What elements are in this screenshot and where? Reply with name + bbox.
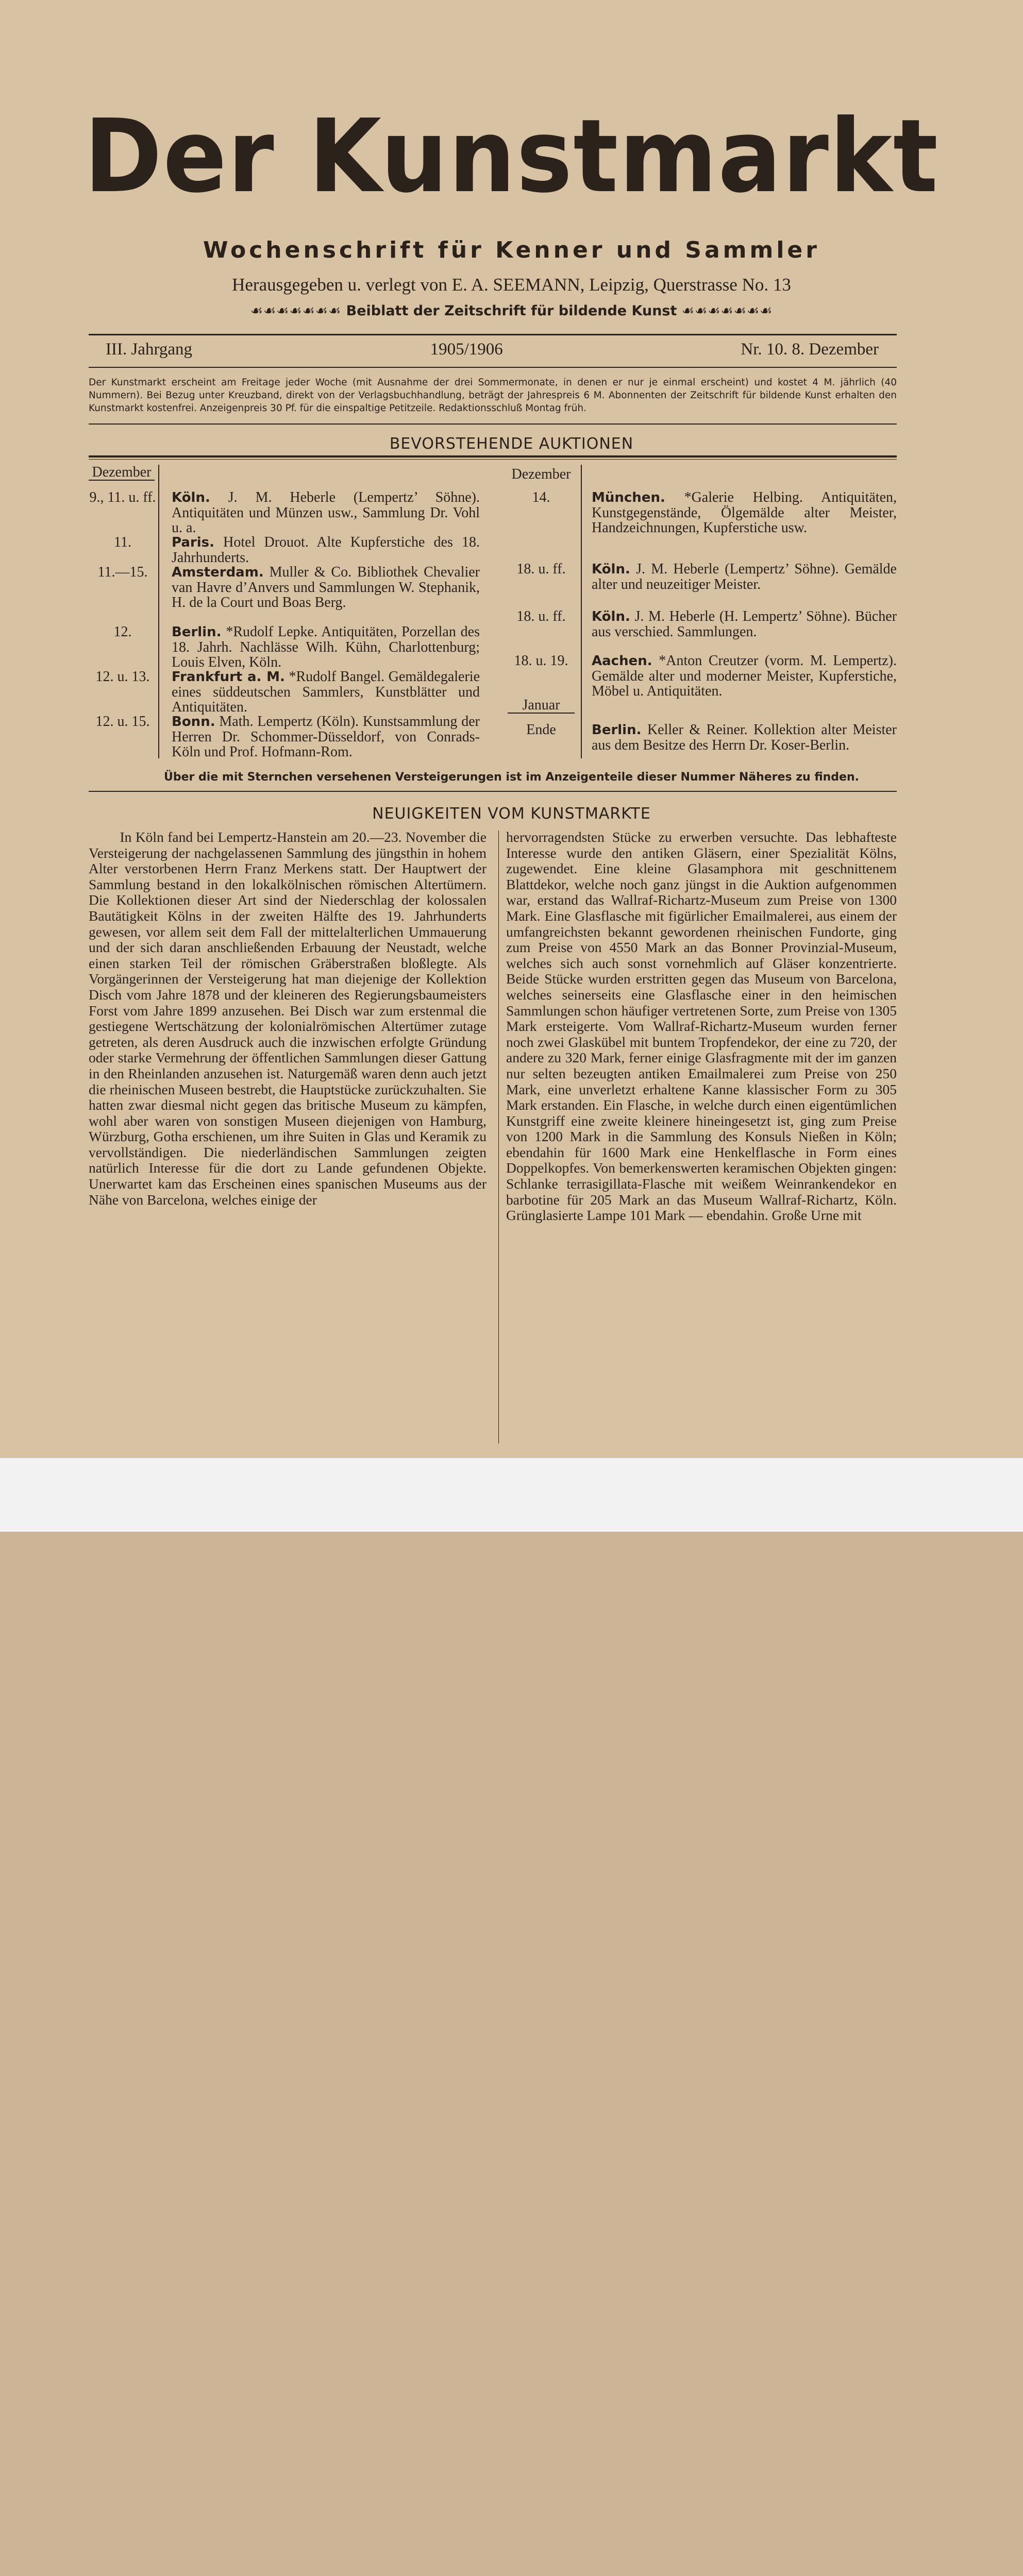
header-rule-bottom (89, 367, 897, 368)
right-divider (581, 465, 582, 758)
subscription-info: Der Kunstmarkt erscheint am Freitage jeder Woche (mit Ausnahme der drei Sommermonate, in denen er nur je einmal erscheint) und kostet 4 M. jährlich (40 Nummern). Bei Bezug unter Kreuzband, direkt von der Verlagsbuchhandlung, beträgt der Jahrespreis 6 M. Abonnenten der Zeitschrift für bildende Kunst erhalten den Kunstmarkt kostenfrei. Anzeigenpreis 30 Pf. für die einspaltige Petitzeile. Redaktionsschluß Montag früh. (89, 377, 897, 414)
auction-city: Köln. (172, 490, 210, 505)
intro-rule (89, 423, 897, 425)
auction-date: 18. u. ff. (516, 608, 566, 624)
issue-jahrgang: III. Jahrgang (106, 340, 192, 359)
auction-city: München. (592, 490, 665, 505)
masthead-subtitle: Wochenschrift für Kenner und Sammler (203, 237, 820, 263)
auction-date: 11. (114, 534, 131, 550)
issue-line (106, 340, 879, 359)
news-paragraph: hervorragendsten Stücke zu erwerben versuchte. Das lebhafteste Interesse wurde den antiken Gläsern, einer Spezialität Kölns, zugewendet. Eine kleine Glasamphora mit geschnittenem Blattdekor, welche noch ganz jüngst in die Auktion aufgenommen war, erstand das Wallraf-Richartz-Museum zum Preise von 1300 Mark. Eine Glasflasche mit figürlicher Emailmalerei, aus einem der umfangreichsten bekannt gewordenen rheinischen Fundorte, ging zum Preise von 4550 Mark an das Bonner Provinzial-Museum, welches sich auch sonst vornehmlich auf Gläser konzentrierte. Beide Stücke wurden erstritten gegen das Museum von Barcelona, welches seinerseits eine Glasflasche einer in den heimischen Sammlungen schon häufiger vertretenen Sorte, zum Preise von 1305 Mark ersteigerte. Vom Wallraf-Richartz-Museum wurden ferner noch zwei Glaskübel mit buntem Tropfendekor, der eine zu 720, der andere zu 320 Mark, ferner einige Glasfragmente mit der im ganzen nur selten bezeugten antiken Emailmalerei zum Preise von 250 Mark, eine unverletzt erhaltene Kanne klassischer Form zu 305 Mark erstanden. Ein Flasche, in welche durch einen eigentümlichen Kunstgriff eine zweite kleinere hineingesetzt ist, ging zum Preise von 1200 Mark in die Sammlung des Konsuls Nießen in Köln; ebendahin für 1600 Mark eine Henkelflasche in Form eines Doppelkopfes. Von bemerkenswerten keramischen Objekten gingen: Schlanke terrasigillata-Flasche mit weißem Weinrankendekor en barbotine für 205 Mark an das Museum Wallraf-Richartz, Köln. Grünglasierte Lampe 101 Mark — ebendahin. Große Urne mit (506, 829, 897, 1224)
auction-entry (172, 669, 480, 715)
auction-entry (172, 624, 480, 670)
auction-entry (172, 535, 480, 565)
auction-date: 18. u. 19. (514, 653, 568, 669)
beiblatt-text: Beiblatt der Zeitschrift für bildende Kunst (346, 303, 677, 319)
auction-city: Berlin. (172, 624, 222, 640)
auction-date: 14. (532, 489, 550, 505)
auction-entry (592, 722, 897, 753)
auction-date: 18. u. ff. (516, 561, 566, 577)
viewer-footer (0, 1458, 1023, 1532)
auction-city: Köln. (592, 609, 630, 624)
auction-city: Paris. (172, 535, 214, 550)
auction-entry (172, 714, 480, 759)
auction-city: Aachen. (592, 653, 652, 669)
news-paragraph: In Köln fand bei Lempertz-Hanstein am 20.—23. November die Versteigerung der nachgelassenen Sammlung des jüngsthin in hohem Alter verstorbenen Herrn Franz Merkens statt. Der Hauptwert der Sammlung bestand in den lokalkölnischen römischen Altertümern. Die Kollektionen dieser Art sind der Niederschlag der kolossalen Bautätigkeit Kölns in der zweiten Hälfte des 19. Jahrhunderts gewesen, vor allem seit dem Fall der mittelalterlichen Ummauerung und der sich daran anschließenden Erbauung der Neustadt, welche einen starken Teil der römischen Gräberstraßen bloßlegte. Als Vorgängerinnen der Versteigerung hat man diejenige der Kollektion Disch vom Jahre 1878 und der kleineren des Regierungsbaumeisters Forst vom Jahre 1899 anzusehen. Bei Disch war zum erstenmal die gestiegene Wertschätzung der kolonialrömischen Altertümer zutage getreten, als deren Ausdruck auch die inzwischen erfolgte Gründung oder starke Vermehrung der öffentlichen Sammlungen dieser Gattung in den Rheinlanden anzusehen ist. Naturgemäß waren denn auch jetzt die rheinischen Museen bestrebt, die Hauptstücke zurückzuhalten. Sie hatten zwar diesmal nicht gegen das britische Museum zu kämpfen, wohl aber waren von sonstigen Museen diejenigen von Hamburg, Würzburg, Gotha erschienen, um ihre Suiten in Glas und Keramik zu vervollständigen. Die niederländischen Sammlungen zeigten natürlich Interesse für die dort zu Lande gefundenen Objekte. Unerwartet kam das Erscheinen eines spanischen Museums aus der Nähe von Barcelona, welches einige der (89, 829, 487, 1208)
auction-date: 12. u. 13. (95, 669, 150, 685)
auction-date: 12. u. 15. (95, 714, 150, 730)
auction-entry (172, 565, 480, 610)
auction-text: Hotel Drouot. Alte Kupferstiche des 18. Jahrhunderts. (172, 534, 480, 566)
masthead-title: Der Kunstmarkt (84, 98, 939, 215)
auction-date: 9., 11. u. ff. (89, 489, 156, 505)
auctions-rule (89, 455, 897, 457)
column-divider (498, 831, 499, 1444)
news-column-right (506, 829, 897, 1224)
auction-city: Berlin. (592, 722, 642, 738)
auction-entry (592, 653, 897, 699)
auction-text: Keller & Reiner. Kollektion alter Meister aus dem Besitze des Herrn Dr. Koser-Berlin. (592, 722, 897, 753)
auctions-note: Über die mit Sternchen versehenen Versteigerungen ist im Anzeigenteile dieser Nummer Näheres zu finden. (164, 771, 859, 784)
auction-city: Bonn. (172, 714, 215, 730)
left-month: Dezember (89, 465, 155, 481)
auction-entry (172, 490, 480, 535)
news-title: NEUIGKEITEN VOM KUNSTMARKTE (372, 805, 651, 823)
right-month: Dezember (511, 466, 571, 482)
auction-text: Muller & Co. Bibliothek Chevalier van Havre d’Anvers und Sammlungen W. Stephanik, H. de la Court und Boas Berg. (172, 564, 480, 611)
beiblatt-line (0, 303, 1023, 319)
auction-text: J. M. Heberle (Lempertz’ Söhne). Gemälde alter und neuzeitiger Meister. (592, 561, 897, 592)
auction-date: 12. (113, 624, 132, 640)
auction-city: Frankfurt a. M. (172, 669, 285, 685)
publisher-line: Herausgegeben u. verlegt von E. A. SEEMANN, Leipzig, Querstrasse No. 13 (232, 275, 791, 295)
auction-text: *Rudolf Bangel. Gemäldegalerie eines süddeutschen Sammlers, Kunstblätter und Antiquitäten. (172, 669, 480, 715)
auction-text: J. M. Heberle (H. Lempertz’ Söhne). Bücher aus verschied. Sammlungen. (592, 608, 897, 640)
auction-city: Köln. (592, 562, 630, 577)
auction-text: *Rudolf Lepke. Antiquitäten, Porzellan des 18. Jahrh. Nachlässe Wilh. Kühn, Charlottenburg; Louis Elven, Köln. (172, 624, 480, 670)
auction-entry (592, 490, 897, 535)
auction-text: *Galerie Helbing. Antiquitäten, Kunstgegenstände, Ölgemälde alter Meister, Handzeichnungen, Kupferstiche usw. (592, 489, 897, 536)
ornament-left: ☙☙☙☙☙☙☙ (250, 303, 342, 319)
auction-entry (592, 562, 897, 592)
news-rule (89, 791, 897, 792)
header-rule-top (89, 334, 897, 335)
auctions-rule-thin (89, 459, 897, 460)
issue-number: Nr. 10. 8. Dezember (741, 340, 879, 359)
news-column-left (89, 829, 487, 1208)
auction-text: J. M. Heberle (Lempertz’ Söhne). Antiquitäten und Münzen usw., Sammlung Dr. Vohl u. a. (172, 489, 480, 536)
auction-entry (592, 609, 897, 639)
ornament-right: ☙☙☙☙☙☙☙ (681, 303, 773, 319)
auction-city: Amsterdam. (172, 565, 264, 580)
right-month-2: Januar (508, 698, 575, 714)
auction-date: 11.—15. (97, 564, 148, 580)
auctions-title: BEVORSTEHENDE AUKTIONEN (389, 435, 634, 453)
auction-date: Ende (526, 722, 556, 738)
issue-year: 1905/1906 (430, 340, 503, 359)
auction-text: *Anton Creutzer (vorm. M. Lempertz). Gemälde alter und moderner Meister, Kupferstiche, Möbel u. Antiquitäten. (592, 653, 897, 699)
auction-text: Math. Lempertz (Köln). Kunstsammlung der Herren Dr. Schommer-Düsseldorf, von Conrads-Köln und Prof. Hofmann-Rom. (172, 714, 480, 760)
